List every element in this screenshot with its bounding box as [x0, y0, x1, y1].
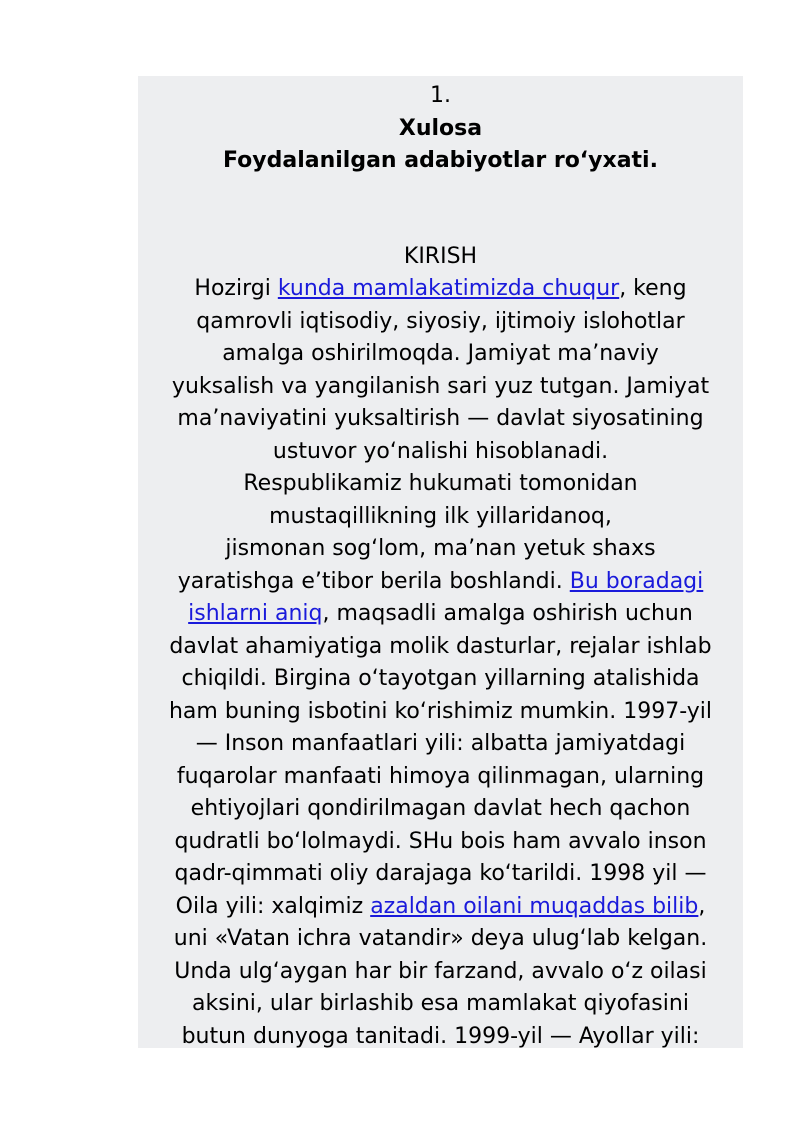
- text-segment: fuqarolar manfaati himoya qilinmagan, ularning: [176, 763, 705, 789]
- text-segment: Unda ulg‘aygan har bir farzand, avvalo o‘z oilasi: [174, 958, 707, 984]
- text-segment: qamrovli iqtisodiy, siyosiy, ijtimoiy islohotlar: [196, 308, 685, 334]
- body-line: [138, 826, 743, 859]
- body-line: [138, 566, 743, 599]
- body-line: [138, 728, 743, 761]
- document-page: [138, 76, 743, 1048]
- text-segment: davlat ahamiyatiga molik dasturlar, rejalar ishlab: [169, 633, 712, 659]
- body-line: [138, 793, 743, 826]
- body-line: [138, 761, 743, 794]
- body-line: [138, 468, 743, 501]
- text-segment: butun dunyoga tanitadi. 1999-yil — Ayollar yili:: [181, 1023, 700, 1048]
- text-segment: jismonan sog‘lom, ma’nan yetuk shaxs: [225, 536, 656, 561]
- toc-item-conclusion: Xulosa: [398, 115, 483, 141]
- body-line: [138, 598, 743, 631]
- text-segment: qudratli bo‘lolmaydi. SHu bois ham avvalo inson: [174, 828, 707, 854]
- inline-link[interactable]: Bu boradagi: [569, 568, 704, 594]
- text-segment: ham buning isbotini ko‘rishimiz mumkin. 1997-yil: [168, 698, 713, 724]
- list-number: 1.: [430, 83, 451, 108]
- text-segment: aksini, ular birlashib esa mamlakat qiyofasini: [192, 991, 689, 1016]
- text-segment: yaratishga e’tibor berila boshlandi.: [177, 568, 570, 594]
- body-line: [138, 533, 743, 566]
- text-segment: qadr-qimmati oliy darajaga ko‘tarildi. 1998 yil —: [174, 861, 707, 886]
- body-line: [138, 631, 743, 664]
- body-line: [138, 338, 743, 371]
- text-segment: yuksalish va yangilanish sari yuz tutgan. Jamiyat: [171, 373, 710, 399]
- body-line: [138, 436, 743, 469]
- body-line: [138, 403, 743, 436]
- text-segment: amalga oshirilmoqda. Jamiyat ma’naviy: [222, 341, 659, 366]
- body-line: [138, 306, 743, 339]
- body-line: [138, 923, 743, 956]
- text-segment: mustaqillikning ilk yillaridanoq,: [269, 503, 612, 529]
- section-spacer: [138, 178, 743, 241]
- text-segment: chiqildi. Birgina o‘tayotgan yillarning atalishida: [181, 666, 700, 691]
- body-line: [138, 988, 743, 1021]
- body-line: [138, 501, 743, 534]
- text-segment: , keng: [619, 276, 687, 301]
- inline-link[interactable]: ishlarni aniq: [188, 601, 323, 626]
- body-line: [138, 891, 743, 924]
- text-segment: ma’naviyatini yuksaltirish — davlat siyosatining: [177, 406, 704, 431]
- text-segment: Oila yili: xalqimiz: [175, 893, 371, 919]
- text-segment: Hozirgi: [194, 276, 278, 301]
- body-line: [138, 1021, 743, 1049]
- section-heading: KIRISH: [403, 243, 478, 269]
- body-text: [138, 273, 743, 1048]
- body-line: [138, 696, 743, 729]
- inline-link[interactable]: azaldan oilani muqaddas bilib: [370, 893, 699, 919]
- text-segment: uni «Vatan ichra vatandir» deya ulug‘lab kelgan.: [173, 926, 708, 951]
- text-segment: ustuvor yo‘nalishi hisoblanadi.: [272, 438, 609, 464]
- text-segment: , maqsadli amalga oshirish uchun: [322, 601, 693, 626]
- text-segment: Respublikamiz hukumati tomonidan: [243, 471, 638, 496]
- body-line: [138, 663, 743, 696]
- document-content: [138, 76, 743, 1048]
- body-line: [138, 858, 743, 891]
- toc-item-references: Foydalanilgan adabiyotlar ro‘yxati.: [223, 148, 658, 173]
- text-segment: ,: [698, 893, 706, 919]
- body-line: [138, 273, 743, 306]
- inline-link[interactable]: kunda mamlakatimizda chuqur: [277, 276, 620, 301]
- text-segment: ehtiyojlari qondirilmagan davlat hech qachon: [190, 796, 691, 821]
- body-line: [138, 956, 743, 989]
- body-line: [138, 371, 743, 404]
- text-segment: — Inson manfaatlari yili: albatta jamiyatdagi: [195, 731, 686, 756]
